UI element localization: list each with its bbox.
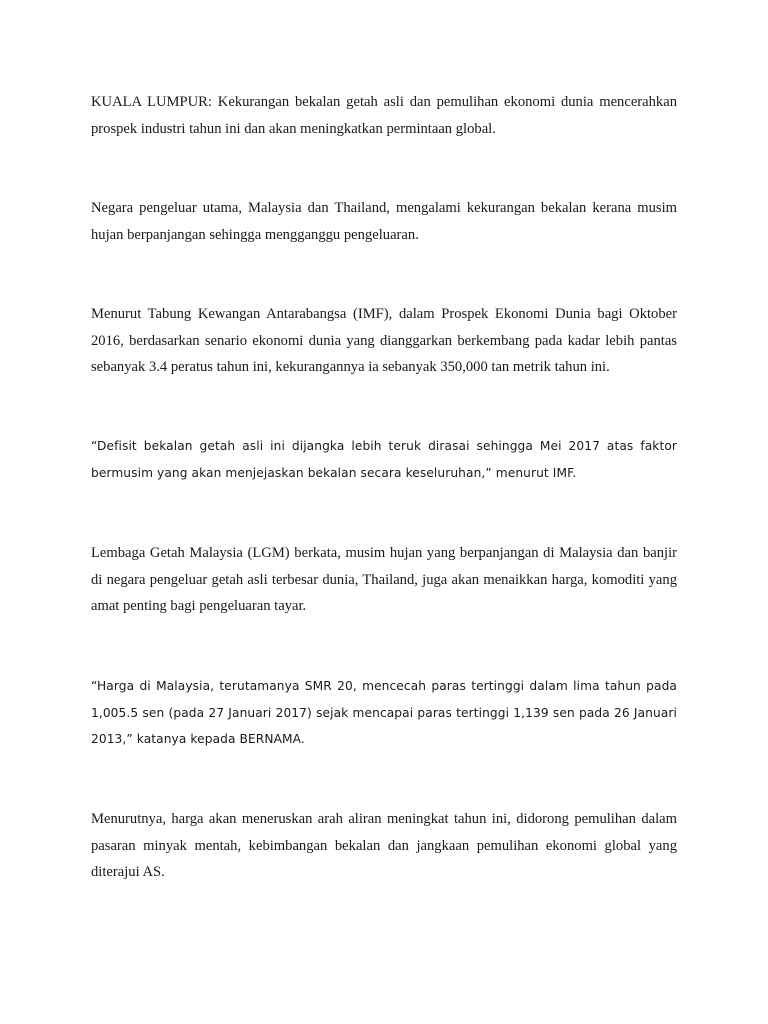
paragraph-5: Lembaga Getah Malaysia (LGM) berkata, musim hujan yang berpanjangan di Malaysia dan banjir di negara pengeluar getah asli terbesar dunia, Thailand, juga akan menaikkan harga, komoditi yang amat penting bagi pengeluaran tayar. xyxy=(91,545,677,614)
paragraph-7: Menurutnya, harga akan meneruskan arah aliran meningkat tahun ini, didorong pemulihan dalam pasaran minyak mentah, kebimbangan bekalan dan jangkaan pemulihan ekonomi global yang diterajui AS. xyxy=(91,811,677,880)
paragraph-lead: KUALA LUMPUR: Kekurangan bekalan getah asli dan pemulihan ekonomi dunia mencerahkan prospek industri tahun ini dan akan meningkatkan permintaan global. xyxy=(91,94,677,137)
paragraph-3: Menurut Tabung Kewangan Antarabangsa (IMF), dalam Prospek Ekonomi Dunia bagi Oktober 2016, berdasarkan senario ekonomi dunia yang dianggarkan berkembang pada kadar lebih pantas sebanyak 3.4 peratus tahun ini, kekurangannya ia sebanyak 350,000 tan metrik tahun ini. xyxy=(91,306,677,375)
paragraph-quote-imf: “Defisit bekalan getah asli ini dijangka lebih teruk dirasai sehingga Mei 2017 atas faktor bermusim yang akan menjejaskan bekalan secara keseluruhan,” menurut IMF. xyxy=(91,439,677,480)
paragraph-quote-lgm: “Harga di Malaysia, terutamanya SMR 20, mencecah paras tertinggi dalam lima tahun pada 1,005.5 sen (pada 27 Januari 2017) sejak mencapai paras tertinggi 1,139 sen pada 26 Januari 2013,” katanya kepada BERNAMA. xyxy=(91,679,677,746)
paragraph-2: Negara pengeluar utama, Malaysia dan Thailand, mengalami kekurangan bekalan kerana musim hujan berpanjangan sehingga mengganggu pengeluaran. xyxy=(91,200,677,243)
